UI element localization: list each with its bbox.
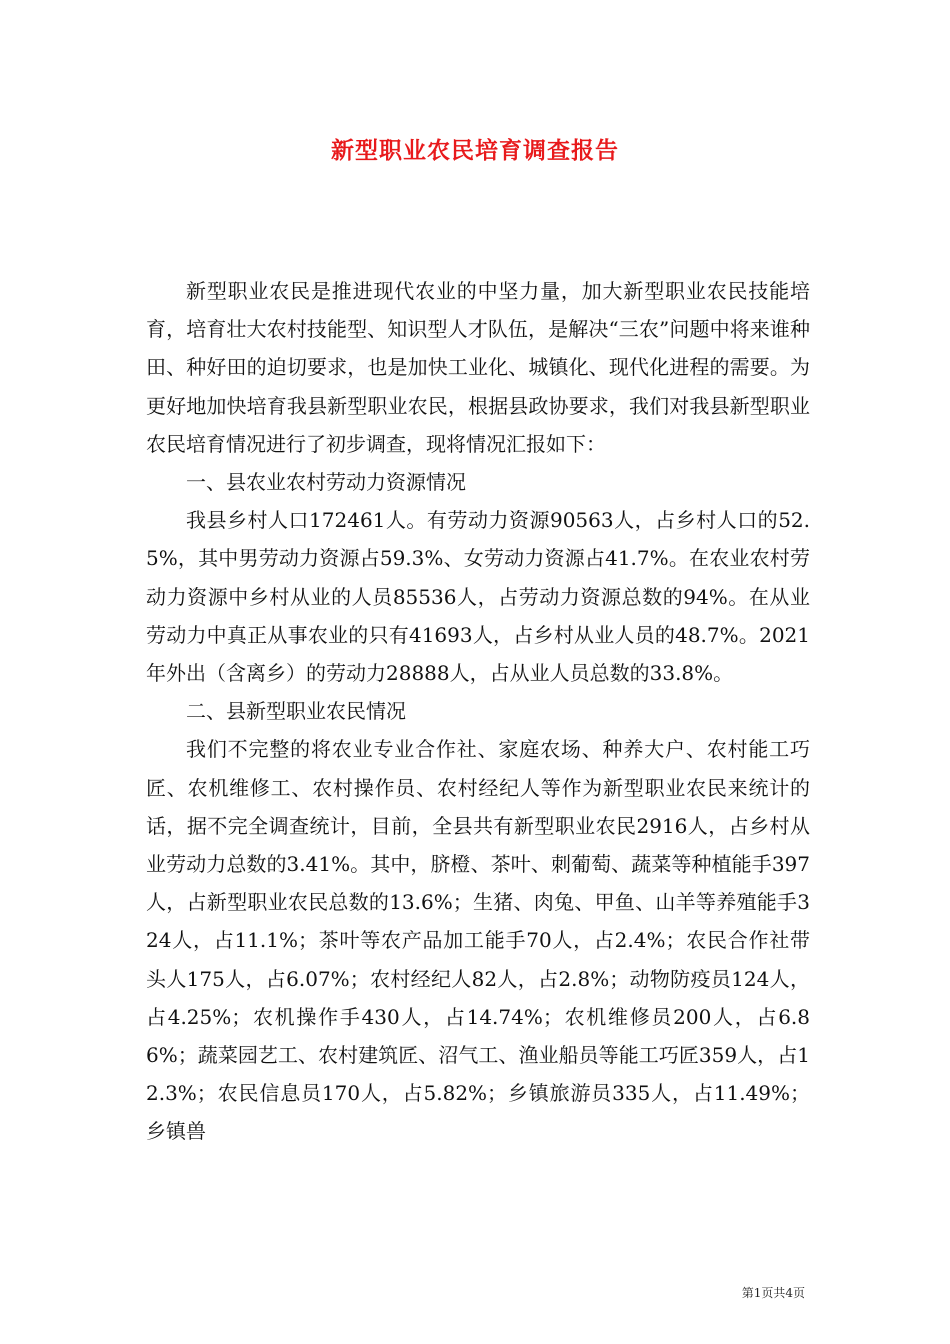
document-body	[146, 272, 810, 1151]
document-title: 新型职业农民培育调查报告	[331, 137, 619, 164]
section-heading-1: 一、县农业农村劳动力资源情况	[186, 470, 466, 495]
new-farmers-paragraph: 我们不完整的将农业专业合作社、家庭农场、种养大户、农村能工巧匠、农机维修工、农村操作员、农村经纪人等作为新型职业农民来统计的话，据不完全调查统计，目前，全县共有新型职业农民2916人，占乡村从业劳动力总数的3.41%。其中，脐橙、茶叶、刺葡萄、蔬菜等种植能手397人，占新型职业农民总数的13.6%；生猪、肉兔、甲鱼、山羊等养殖能手324人，占11.1%；茶叶等农产品加工能手70人，占2.4%；农民合作社带头人175人，占6.07%；农村经纪人82人，占2.8%；动物防疫员124人，占4.25%；农机操作手430人，占14.74%；农机维修员200人，占6.86%；蔬菜园艺工、农村建筑匠、沼气工、渔业船员等能工巧匠359人，占12.3%；农民信息员170人，占5.82%；乡镇旅游员335人，占11.49%；乡镇兽	[146, 737, 810, 1144]
intro-paragraph: 新型职业农民是推进现代农业的中坚力量，加大新型职业农民技能培育，培育壮大农村技能型、知识型人才队伍，是解决“三农”问题中将来谁种田、种好田的迫切要求，也是加快工业化、城镇化、现代化进程的需要。为更好地加快培育我县新型职业农民，根据县政协要求，我们对我县新型职业农民培育情况进行了初步调查，现将情况汇报如下：	[146, 279, 810, 456]
page-number-footer: 第1页共4页	[741, 1286, 805, 1300]
section-heading-2: 二、县新型职业农民情况	[186, 699, 406, 724]
labor-resources-paragraph: 我县乡村人口172461人。有劳动力资源90563人，占乡村人口的52.5%，其中男劳动力资源占59.3%、女劳动力资源占41.7%。在农业农村劳动力资源中乡村从业的人员85536人，占劳动力资源总数的94%。在从业劳动力中真正从事农业的只有41693人，占乡村从业人员的48.7%。2021年外出（含离乡）的劳动力28888人，占从业人员总数的33.8%。	[146, 508, 810, 686]
